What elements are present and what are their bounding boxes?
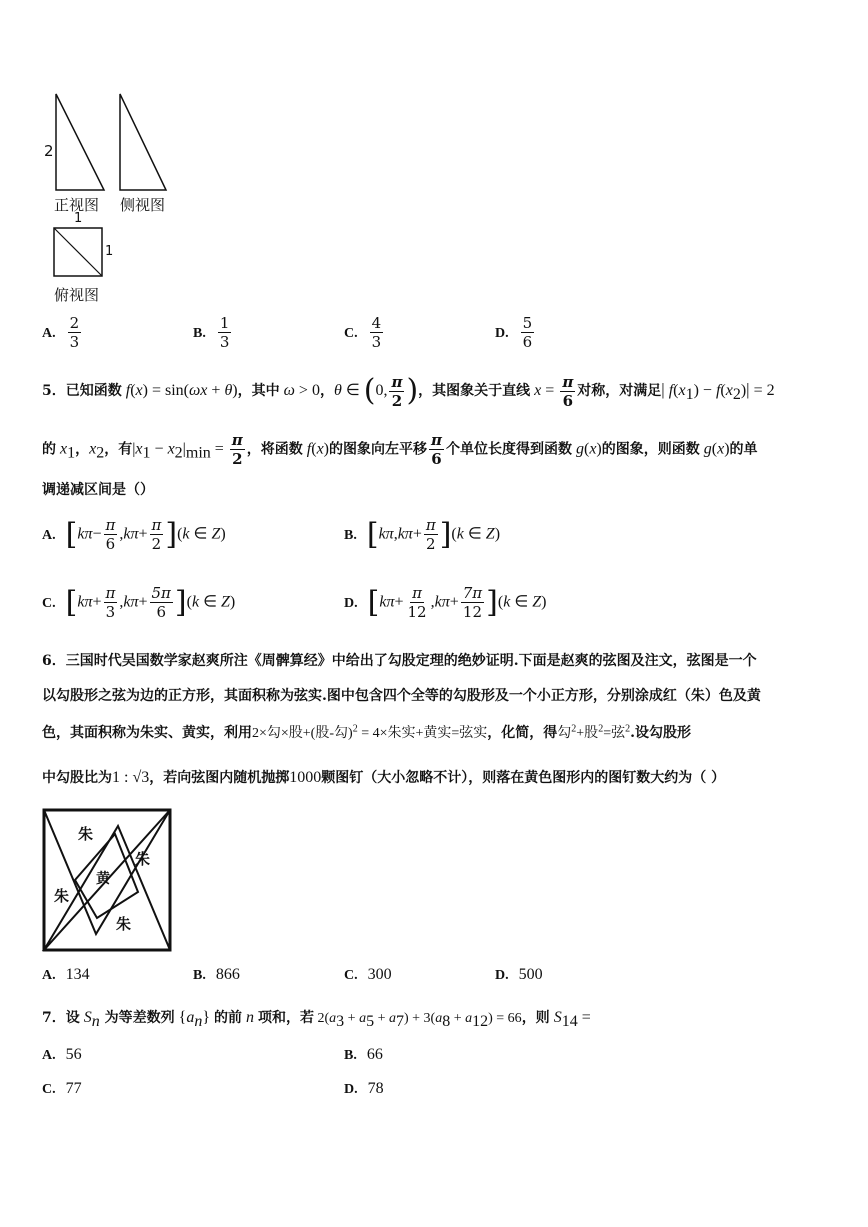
option-letter: A. (42, 968, 56, 983)
option-letter: B. (193, 325, 206, 341)
option-letter: B. (193, 968, 206, 983)
option-letter: C. (344, 968, 358, 983)
q6-option-a[interactable]: A. 134 (42, 966, 90, 983)
q5-line-1: 5．已知函数 f(x) = sin(ωx + θ)，其中 ω > 0，θ ∈ (0, $\frac{\pi}{2}$ )，其图象关于直线 x = $\frac{\pi}{6}$ 对称，对满足| $f(x_1) - f(x_2)| = 2$ (42, 372, 775, 410)
q6-line-3: 色，其面积称为朱实、黄实，利用2×勾×股+(股-勾)$^2$ = 4×朱实+黄实=弦实，化简，得勾$^2$+股$^2$=弦$^2$.设勾股形 (42, 723, 691, 741)
q4-option-c[interactable] (344, 314, 385, 351)
q4-option-a[interactable] (42, 314, 83, 351)
front-view-triangle (56, 94, 104, 190)
q7-option-c[interactable]: C. 77 (42, 1080, 82, 1097)
q6-line-1: 6．三国时代吴国数学家赵爽所注《周髀算经》中给出了勾股定理的绝妙证明.下面是赵爽的弦图及注文，弦图是一个 (42, 653, 757, 669)
q5-option-d[interactable]: D. [kπ+ $\frac{\pi}{12}$ ,kπ+ $\frac{7\pi}{12}$ ](k ∈ Z) (344, 584, 547, 621)
figure-label-zhu-left: 朱 (54, 887, 70, 905)
figure-label-zhu-bottom: 朱 (116, 915, 132, 933)
q7-option-b[interactable]: B. 66 (344, 1046, 383, 1063)
option-letter: B. (344, 527, 357, 543)
q5-option-a[interactable]: A. [kπ− $\frac{\pi}{6}$ ,kπ+ $\frac{\pi}{2}$ ](k ∈ Z) (42, 516, 226, 553)
q6-option-c[interactable]: C. 300 (344, 966, 392, 983)
q6-line-4: 中勾股比为1 : √3，若向弦图内随机抛掷1000颗图钉（大小忽略不计），则落在黄色图形内的图钉数大约为（ ） (42, 769, 726, 786)
figure-label-huang: 黄 (96, 871, 110, 887)
side-view-triangle (120, 94, 166, 190)
top-view-diagonal (54, 228, 102, 276)
figure-label-zhu-top: 朱 (78, 825, 94, 843)
top-view-caption: 俯视图 (54, 286, 100, 304)
figure-label-zhu-right: 朱 (135, 850, 151, 868)
option-letter: A. (42, 325, 56, 341)
q6-line-2: 以勾股形之弦为边的正方形，其面积称为弦实.图中包含四个全等的勾股形及一个小正方形，分别涂成红（朱）色及黄 (42, 688, 761, 704)
option-fraction: $\frac{5}{6}$ (522, 314, 533, 351)
q6-option-b[interactable]: B. 866 (193, 966, 240, 983)
q7-line-1: 7．设 $S_n$ 为等差数列 $\{a_n\}$ 的前 n 项和，若 $2(a_3 + a_5 + a_7) + 3(a_8 + a_{12}) = 66$，则 $S_{14}$ = (42, 1009, 591, 1030)
q7-option-d[interactable]: D. 78 (344, 1080, 384, 1097)
q5-line-2: 的 $x_1$，$x_2$，有$|x_1 - x_2|_{min}$ = $\frac{\pi}{2}$ ，将函数 f(x)的图象向左平移 $\frac{\pi}{6}$ 个单位长度得到函数 g(x)的图象，则函数 g(x)的单 (42, 431, 758, 468)
q6-option-d[interactable]: D. 500 (495, 966, 543, 983)
option-letter: C. (42, 595, 56, 611)
q4-option-d[interactable] (495, 314, 536, 351)
option-letter: A. (42, 1048, 56, 1063)
question-number: 5． (42, 383, 66, 399)
q5-line-3: 调递减区间是（） (42, 482, 154, 498)
front-height-label: 2 (44, 142, 54, 160)
q5-option-b[interactable]: B. [kπ,kπ+ $\frac{\pi}{2}$ ](k ∈ Z) (344, 516, 501, 553)
option-letter: B. (344, 1048, 357, 1063)
q5-option-c[interactable]: C. [kπ+ $\frac{\pi}{3}$ ,kπ+ $\frac{5\pi}{6}$ ](k ∈ Z) (42, 584, 236, 621)
q7-option-a[interactable]: A. 56 (42, 1046, 82, 1063)
option-fraction: $\frac{4}{3}$ (371, 314, 382, 351)
option-letter: D. (495, 325, 509, 341)
question-number: 7． (42, 1010, 66, 1026)
option-letter: D. (495, 968, 509, 983)
front-view-caption: 正视图 (54, 196, 100, 214)
option-letter: D. (344, 595, 358, 611)
top-height-label: 1 (105, 244, 114, 259)
option-letter: C. (42, 1082, 56, 1097)
option-letter: D. (344, 1082, 358, 1097)
option-fraction: $\frac{2}{3}$ (69, 314, 80, 351)
top-width-label: 1 (74, 211, 83, 226)
option-letter: A. (42, 527, 56, 543)
q4-option-b[interactable] (193, 314, 233, 351)
option-letter: C. (344, 325, 358, 341)
option-fraction: $\frac{1}{3}$ (219, 314, 230, 351)
side-view-caption: 侧视图 (120, 196, 166, 214)
question-number: 6． (42, 653, 66, 669)
